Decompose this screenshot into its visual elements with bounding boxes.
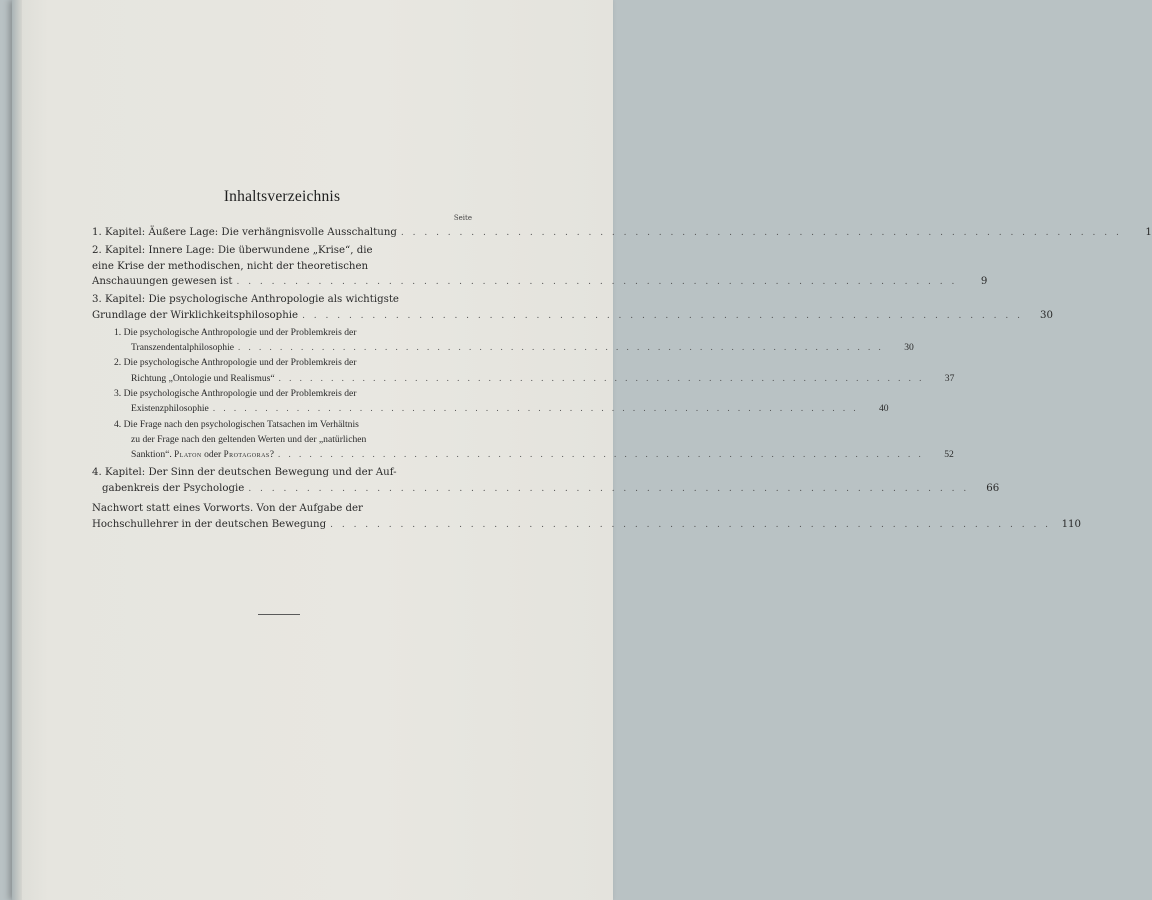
toc-entry-chapter-1: 1. Kapitel: Äußere Lage: Die verhängnisvolle Ausschaltung . . . 1 xyxy=(92,225,472,242)
page-number: 9 xyxy=(980,276,988,288)
toc-entry-chapter-4: 4. Kapitel: Der Sinn der deutschen Bewegung und der Auf- gabenkreis der Psychologie . . . 66 xyxy=(92,465,472,498)
closing-rule xyxy=(258,614,300,615)
toc-subentry-3-3: 3. Die psychologische Anthropologie und der Problemkreis der Existenzphilosophie . . . 40 xyxy=(92,386,472,417)
book-page xyxy=(12,0,1152,900)
page-number: 30 xyxy=(904,342,914,354)
toc-entry-chapter-3: 3. Kapitel: Die psychologische Anthropologie als wichtigste Grundlage der Wirklichkeitsphilosophie . . . 30 xyxy=(92,292,472,325)
toc-subentry-3-2: 2. Die psychologische Anthropologie und der Problemkreis der Richtung „Ontologie und Realismus“ . . . 37 xyxy=(92,355,472,386)
page-number: 110 xyxy=(1061,518,1082,530)
page-edge xyxy=(12,0,22,900)
page-number: 37 xyxy=(944,372,955,384)
table-of-contents xyxy=(92,188,1152,534)
page-column-label: Seite xyxy=(453,214,472,222)
toc-subentry-3-1: 1. Die psychologische Anthropologie und der Problemkreis der Transzendentalphilosophie . . . 30 xyxy=(92,325,472,356)
page-number: 52 xyxy=(944,449,954,461)
toc-subentry-3-4: 4. Die Frage nach den psychologischen Tatsachen im Verhältnis zu der Frage nach den geltenden Werten und der „natürlichen Sanktion“. Platon oder Protagoras? . . . 52 xyxy=(92,417,472,463)
author-name: Protagoras xyxy=(223,449,270,460)
toc-entry-afterword: Nachwort statt eines Vorworts. Von der Aufgabe der Hochschullehrer in der deutschen Bewegung . . . 110 xyxy=(92,501,472,534)
toc-title: Inhaltsverzeichnis xyxy=(223,188,341,205)
page-number: 40 xyxy=(878,403,889,415)
toc-entry-chapter-2: 2. Kapitel: Innere Lage: Die überwundene „Krise“, die eine Krise der methodischen, nicht der theoretischen Anschauungen gewesen ist . . . 9 xyxy=(92,243,472,291)
page-number: 66 xyxy=(986,483,1000,495)
page-number: 30 xyxy=(1039,309,1053,321)
author-name: Platon xyxy=(174,449,202,460)
page-number: 1 xyxy=(1145,227,1152,238)
